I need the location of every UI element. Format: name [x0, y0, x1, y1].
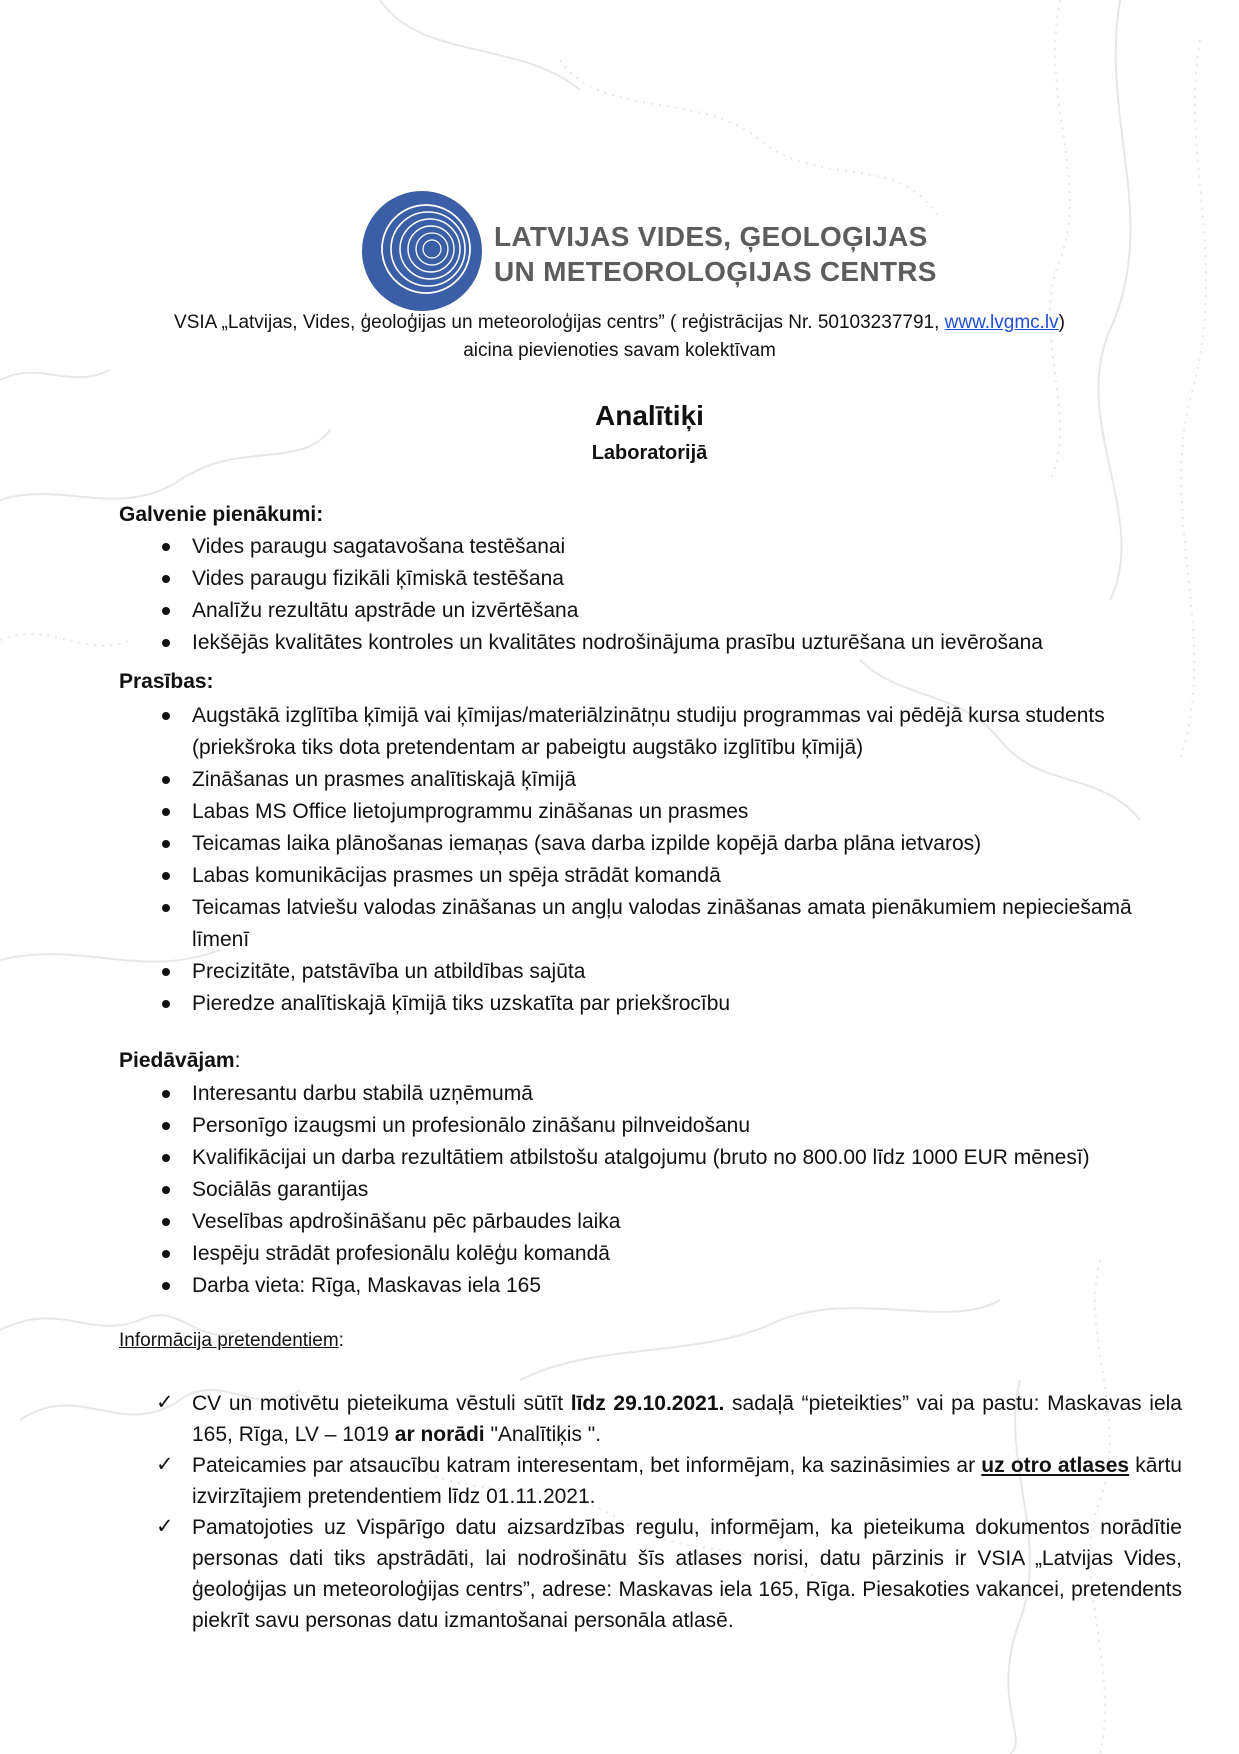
- list-item: [156, 1450, 1182, 1512]
- list-item-text: Iekšējās kvalitātes kontroles un kvalitātes nodrošinājuma prasību uzturēšana un ievērošana: [192, 631, 1043, 654]
- list-item: [192, 1110, 1172, 1142]
- list-item-text: Augstākā izglītība ķīmijā vai ķīmijas/materiālzinātņu studiju programmas vai pēdējā kursa students (priekšroka tiks dota pretendentam ar pabeigtu augstāko izglītību ķīmijā): [192, 704, 1105, 759]
- bullet-icon: [162, 904, 170, 912]
- page-title: Analītiķi: [595, 400, 704, 431]
- list-item: [192, 988, 1172, 1020]
- bullet-icon: [162, 1090, 170, 1098]
- list-item-text: Teicamas laika plānošanas iemaņas (sava darba izpilde kopējā darba plāna ietvaros): [192, 832, 982, 855]
- list-item: [192, 828, 1172, 860]
- info-item-2-a: Pateicamies par atsaucību katram interesentam, bet informējam, ka sazināsimies ar: [192, 1454, 982, 1477]
- bullet-icon: [162, 872, 170, 880]
- list-item: [192, 860, 1172, 892]
- duties-list: [192, 531, 1172, 659]
- list-item-text: Sociālās garantijas: [192, 1178, 369, 1201]
- bullet-icon: [162, 543, 170, 551]
- offer-heading-colon: :: [234, 1049, 241, 1072]
- bullet-icon: [162, 1154, 170, 1162]
- logo-line-1: LATVIJAS VIDES, ĢEOLOĢIJAS: [494, 221, 928, 252]
- bullet-icon: [162, 1122, 170, 1130]
- bullet-icon: [162, 808, 170, 816]
- checkmark-icon: ✓: [156, 1390, 174, 1414]
- list-item: [192, 531, 1172, 563]
- list-item-text: Analīžu rezultātu apstrāde un izvērtēšana: [192, 599, 579, 622]
- info-item-3: Pamatojoties uz Vispārīgo datu aizsardzības regulu, informējam, ka pieteikuma dokumentos norādītie personas dati tiks apstrādāti, lai nodrošinātu šīs atlases norisi, datu pārzinis ir VSIA „Latvijas Vides, ģeoloģijas un meteoroloģijas centrs”, adrese: Maskavas iela 165, Rīga. Piesakoties vakancei, pretendents piekrīt savu personas datu izmantošanai personāla atlasē.: [192, 1516, 1182, 1632]
- info-item-1-a: CV un motivētu pieteikuma vēstuli sūtīt: [192, 1392, 571, 1415]
- list-item-text: Precizitāte, patstāvība un atbildības sajūta: [192, 960, 586, 983]
- bullet-icon: [162, 712, 170, 720]
- list-item: [192, 1142, 1172, 1174]
- list-item: [192, 1270, 1172, 1302]
- bullet-icon: [162, 840, 170, 848]
- info-item-2-c: kārtu izvirzītajiem pretendentiem līdz 01.11.2021.: [192, 1454, 1182, 1508]
- info-item-1-deadline: līdz 29.10.2021.: [570, 1392, 725, 1415]
- list-item: [192, 1206, 1172, 1238]
- info-heading-colon: :: [338, 1330, 344, 1351]
- list-item: [156, 1388, 1182, 1450]
- list-item-text: Vides paraugu fizikāli ķīmiskā testēšana: [192, 567, 564, 590]
- info-heading: [119, 1330, 344, 1352]
- list-item: [192, 700, 1172, 764]
- list-item-text: Personīgo izaugsmi un profesionālo zināšanu pilnveidošanu: [192, 1114, 751, 1137]
- bullet-icon: [162, 1218, 170, 1226]
- website-link[interactable]: www.lvgmc.lv: [944, 312, 1059, 333]
- list-item-text: Vides paraugu sagatavošana testēšanai: [192, 535, 566, 558]
- list-item-text: Pieredze analītiskajā ķīmijā tiks uzskatīta par priekšrocību: [192, 992, 731, 1015]
- list-item: [192, 764, 1172, 796]
- header-line-1: [0, 312, 1239, 334]
- bullet-icon: [162, 575, 170, 583]
- list-item: [192, 627, 1172, 659]
- list-item-text: Iespēju strādāt profesionālu kolēģu komandā: [192, 1242, 610, 1265]
- bullet-icon: [162, 776, 170, 784]
- bullet-icon: [162, 639, 170, 647]
- bullet-icon: [162, 1282, 170, 1290]
- page-subtitle: Laboratorijā: [591, 442, 708, 464]
- list-item: [192, 1174, 1172, 1206]
- logo-wordmark: [494, 219, 937, 289]
- logo-line-2: UN METEOROLOĢIJAS CENTRS: [494, 256, 937, 287]
- info-item-2-emphasis: uz otro atlases: [981, 1454, 1130, 1477]
- info-item-1-note: ar norādi: [394, 1423, 485, 1446]
- list-item-text: Interesantu darbu stabilā uzņēmumā: [192, 1082, 533, 1105]
- list-item-text: Teicamas latviešu valodas zināšanas un angļu valodas zināšanas amata pienākumiem nepieciešamā līmenī: [192, 896, 1132, 951]
- offer-list: [192, 1078, 1172, 1302]
- list-item-text: Kvalifikācijai un darba rezultātiem atbilstošu atalgojumu (bruto no 800.00 līdz 1000 EUR mēnesī): [192, 1146, 1090, 1169]
- duties-heading: Galvenie pienākumi:: [119, 503, 324, 526]
- list-item-text: Labas MS Office lietojumprogrammu zināšanas un prasmes: [192, 800, 749, 823]
- list-item: [192, 1078, 1172, 1110]
- list-item: [192, 595, 1172, 627]
- list-item-text: Veselības apdrošināšanu pēc pārbaudes laika: [192, 1210, 621, 1233]
- list-item: [156, 1512, 1182, 1636]
- header-suffix: ): [1058, 312, 1065, 333]
- bullet-icon: [162, 1250, 170, 1258]
- info-heading-text: Informācija pretendentiem: [119, 1330, 339, 1351]
- list-item-text: Labas komunikācijas prasmes un spēja strādāt komandā: [192, 864, 721, 887]
- info-list: [156, 1388, 1182, 1636]
- list-item: [192, 796, 1172, 828]
- requirements-heading: Prasības:: [119, 670, 214, 693]
- offer-heading-text: Piedāvājam: [119, 1049, 235, 1072]
- offer-heading: [119, 1049, 240, 1073]
- list-item: [192, 563, 1172, 595]
- list-item: [192, 1238, 1172, 1270]
- info-item-1-c: sadaļā “pieteikties” vai pa pastu: Maskavas iela 165, Rīga, LV – 1019: [192, 1392, 1182, 1446]
- list-item: [192, 956, 1172, 988]
- list-item-text: Zināšanas un prasmes analītiskajā ķīmijā: [192, 768, 577, 791]
- header-line-2: aicina pievienoties savam kolektīvam: [463, 340, 776, 361]
- requirements-list: [192, 700, 1172, 1020]
- list-item-text: Darba vieta: Rīga, Maskavas iela 165: [192, 1274, 542, 1297]
- bullet-icon: [162, 607, 170, 615]
- bullet-icon: [162, 1000, 170, 1008]
- info-item-1-e: "Analītiķis ".: [484, 1423, 602, 1446]
- bullet-icon: [162, 968, 170, 976]
- checkmark-icon: ✓: [156, 1452, 174, 1476]
- organization-logo: [360, 189, 937, 313]
- bullet-icon: [162, 1186, 170, 1194]
- concentric-rings-icon: [360, 189, 484, 313]
- header-prefix: VSIA „Latvijas, Vides, ģeoloģijas un meteoroloģijas centrs” ( reģistrācijas Nr. 50103237791,: [174, 312, 945, 333]
- list-item: [192, 892, 1172, 956]
- checkmark-icon: ✓: [156, 1514, 174, 1538]
